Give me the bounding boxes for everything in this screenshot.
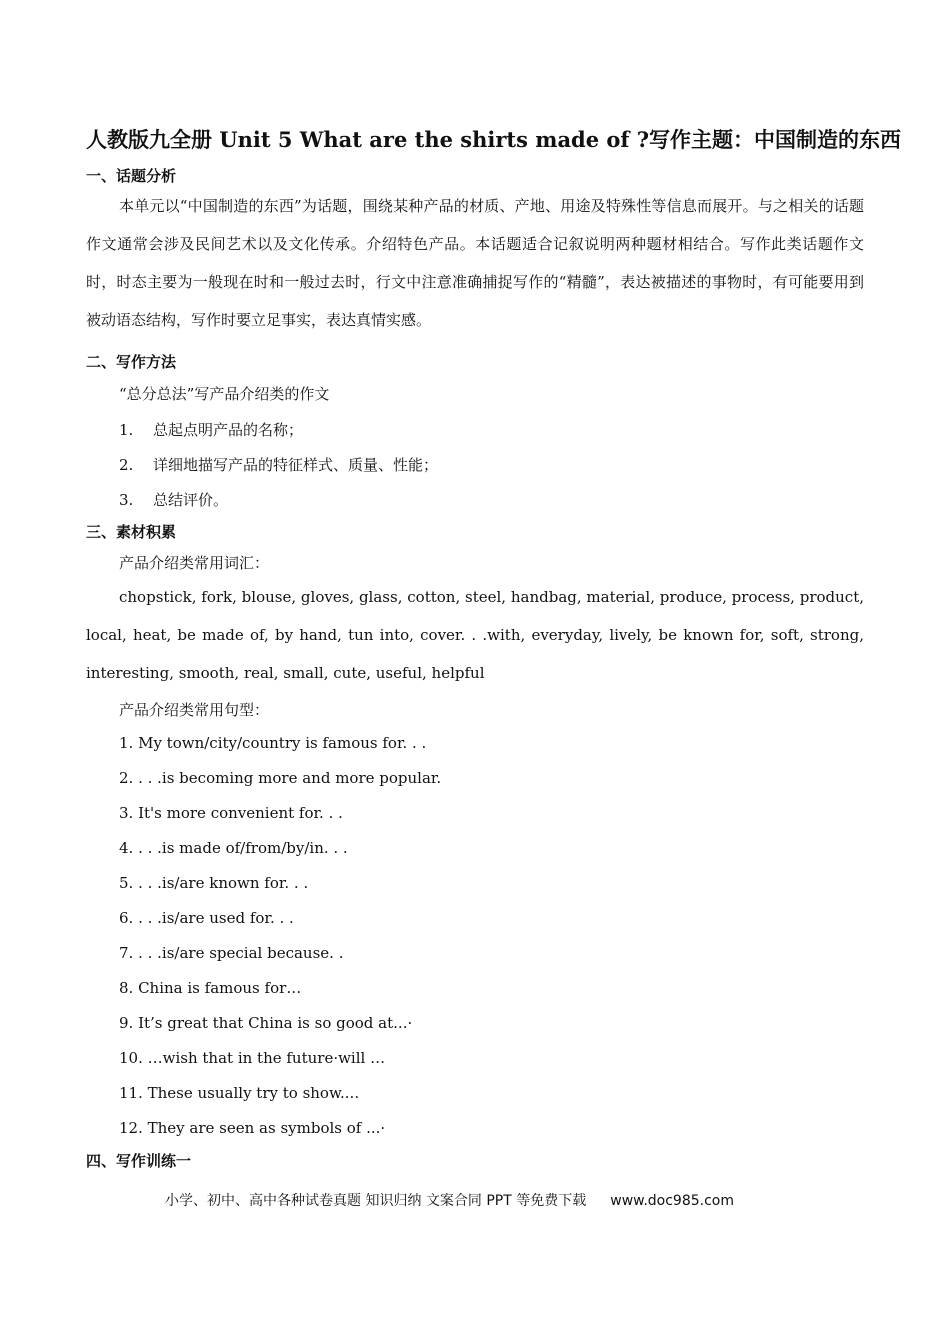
sentence-pattern: 3. It's more convenient for. . . — [119, 804, 343, 822]
method-step — [119, 420, 303, 440]
sentence-pattern: 2. . . .is becoming more and more popular. — [119, 769, 442, 787]
sentence-pattern: 5. . . .is/are known for. . . — [119, 874, 309, 892]
section-heading-practice: 四、写作训练一 — [86, 1152, 192, 1170]
step-number: 3. — [119, 491, 134, 509]
sentence-pattern: 10. …wish that in the future·will … — [119, 1049, 386, 1067]
method-step — [119, 455, 438, 475]
method-step — [119, 490, 228, 510]
vocab-paragraph: chopstick, fork, blouse, gloves, glass, cotton, steel, handbag, material, produce, process, product, local, heat, be made of, by hand, tun into, cover. . .with, everyday, lively, be known for, soft, strong, interesting, smooth, real, small, cute, useful, helpful — [86, 588, 864, 682]
sentence-pattern: 6. . . .is/are used for. . . — [119, 909, 294, 927]
sentence-pattern: 7. . . .is/are special because. . — [119, 944, 344, 962]
footer-text: 小学、初中、高中各种试卷真题 知识归纳 文案合同 PPT 等免费下载 — [165, 1193, 587, 1209]
step-text: 总结评价。 — [153, 491, 229, 509]
section-heading-topic: 一、话题分析 — [86, 167, 177, 185]
sentence-pattern: 4. . . .is made of/from/by/in. . . — [119, 839, 348, 857]
sentence-pattern: 12. They are seen as symbols of ...· — [119, 1119, 386, 1137]
section-heading-material: 三、素材积累 — [86, 523, 177, 541]
step-number: 2. — [119, 456, 134, 474]
sentence-pattern: 11. These usually try to show.... — [119, 1084, 360, 1102]
method-intro: “总分总法”写产品介绍类的作文 — [119, 385, 330, 403]
section-heading-method: 二、写作方法 — [86, 353, 177, 371]
topic-paragraph: 本单元以“中国制造的东西”为话题，围绕某种产品的材质、产地、用途及特殊性等信息而展开。与之相关的话题作文通常会涉及民间艺术以及文化传承。介绍特色产品。本话题适合记叙说明两种题材相结合。写作此类话题作文时，时态主要为一般现在时和一般过去时，行文中注意准确捕捉写作的“精髓”，表达被描述的事物时，有可能要用到被动语态结构，写作时要立足事实，表达真情实感。 — [86, 197, 864, 329]
sentence-label: 产品介绍类常用句型： — [119, 701, 270, 719]
sentence-pattern: 8. China is famous for… — [119, 979, 302, 997]
step-text: 总起点明产品的名称； — [153, 421, 304, 439]
sentence-pattern: 1. My town/city/country is famous for. . . — [119, 734, 427, 752]
document-title: 人教版九全册 Unit 5 What are the shirts made of ?写作主题：中国制造的东西 — [86, 127, 902, 152]
sentence-pattern: 9. It’s great that China is so good at...· — [119, 1014, 413, 1032]
footer-url[interactable]: www.doc985.com — [610, 1193, 734, 1209]
vocab-label: 产品介绍类常用词汇： — [119, 554, 270, 572]
step-text: 详细地描写产品的特征样式、质量、性能； — [153, 456, 439, 474]
page-footer — [165, 1191, 734, 1211]
step-number: 1. — [119, 421, 134, 439]
